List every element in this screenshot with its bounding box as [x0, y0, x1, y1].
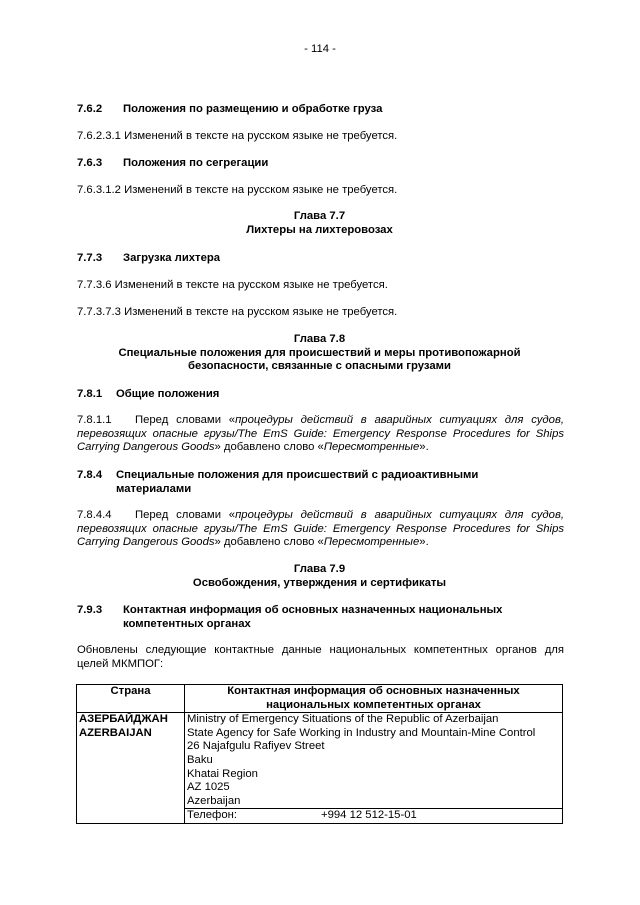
header-line2: национальных компетентных органах: [266, 698, 481, 711]
text: Перед словами «: [135, 509, 236, 521]
address-line: Azerbaijan: [187, 794, 241, 807]
column-header-country: Страна: [77, 685, 185, 713]
chapter-label: Глава 7.8: [293, 333, 346, 345]
paragraph-7-8-1-1: [77, 414, 564, 455]
section-7-6-3-heading: [77, 157, 268, 171]
country-cell: [77, 713, 185, 824]
section-title-line1: Специальные положения для происшествий с радиоактивными: [116, 469, 479, 481]
section-title-line2: компетентных органах: [123, 617, 251, 630]
address-cell: [185, 713, 563, 809]
section-number: 7.8.1: [77, 388, 103, 400]
country-ru: АЗЕРБАЙДЖАН: [79, 713, 168, 726]
chapter-7-9-heading: [77, 563, 562, 590]
section-number: 7.8.4: [77, 469, 103, 481]
section-title: Положения по размещению и обработке груза: [123, 103, 383, 115]
address-line: Baku: [187, 753, 213, 766]
chapter-title-line2: безопасности, связанные с опасными грузами: [188, 360, 451, 373]
address-line: State Agency for Safe Working in Industry and Mountain-Mine Control: [187, 726, 536, 739]
paragraph-7-8-4-4: [77, 509, 564, 550]
italic-text: Пересмотренные: [323, 441, 420, 454]
phone-label: Телефон:: [187, 809, 238, 822]
section-number: 7.7.3: [77, 252, 103, 264]
table-header-row: [77, 685, 563, 713]
intro-paragraph: Обновлены следующие контактные данные национальных компетентных органов для целей МКМПОГ:: [77, 644, 564, 670]
section-title-line2: материалами: [116, 482, 192, 495]
section-7-8-1-heading: [77, 388, 219, 402]
section-7-9-3-heading: [77, 604, 564, 631]
column-header-contact: [185, 685, 563, 713]
section-number: 7.6.3: [77, 157, 103, 169]
section-7-7-3-heading: [77, 252, 220, 266]
section-title: Загрузка лихтера: [123, 252, 221, 264]
chapter-7-7-heading: [77, 210, 562, 237]
address-line: Khatai Region: [187, 767, 258, 780]
text: ».: [419, 441, 429, 454]
section-title-line1: Контактная информация об основных назначенных национальных: [123, 604, 503, 616]
section-number: 7.6.2: [77, 103, 103, 115]
address-line: Ministry of Emergency Situations of the Republic of Azerbaijan: [187, 713, 499, 726]
italic-text: Пересмотренные: [323, 536, 420, 549]
italic-text: процедуры действий в аварийных ситуациях для судов, перевозящих опасные грузы/The EmS Guide: Emergency Response Procedures for Ships Carrying Dangerous Goods: [77, 509, 564, 549]
paragraph-number: 7.8.4.4: [77, 509, 112, 521]
header-line1: Контактная информация об основных назначенных: [227, 685, 520, 697]
section-title: Положения по сегрегации: [123, 157, 269, 169]
chapter-label: Глава 7.9: [293, 563, 346, 575]
text: ».: [419, 536, 429, 549]
chapter-title-line1: Специальные положения для происшествий и меры противопожарной: [118, 346, 521, 359]
italic-text: процедуры действий в аварийных ситуациях для судов, перевозящих опасные грузы/The EmS Guide: Emergency Response Procedures for Ships Carrying Dangerous Goods: [77, 414, 564, 454]
text: » добавлено слово «: [214, 536, 324, 549]
address-line: AZ 1025: [187, 781, 230, 794]
text: Перед словами «: [135, 414, 236, 426]
chapter-7-8-heading: [77, 333, 562, 374]
section-number: 7.9.3: [77, 604, 103, 616]
section-7-6-2-heading: [77, 103, 382, 117]
paragraph-7-6-2-3-1: 7.6.2.3.1 Изменений в тексте на русском языке не требуется.: [77, 130, 398, 142]
country-en: AZERBAIJAN: [79, 726, 152, 739]
table-row: [77, 713, 563, 809]
paragraph-7-6-3-1-2: 7.6.3.1.2 Изменений в тексте на русском языке не требуется.: [77, 184, 398, 196]
chapter-label: Глава 7.7: [293, 210, 346, 222]
phone-value: +994 12 512-15-01: [321, 809, 417, 822]
chapter-title: Освобождения, утверждения и сертификаты: [192, 576, 447, 589]
phone-cell: [185, 809, 563, 824]
contact-table: [76, 684, 563, 824]
paragraph-number: 7.8.1.1: [77, 414, 112, 426]
section-title: Общие положения: [116, 388, 220, 400]
address-line: 26 Najafgulu Rafiyev Street: [187, 740, 325, 753]
paragraph-7-7-3-7-3: 7.7.3.7.3 Изменений в тексте на русском языке не требуется.: [77, 306, 398, 318]
text: » добавлено слово «: [214, 441, 324, 454]
chapter-title: Лихтеры на лихтеровозах: [246, 223, 393, 236]
section-7-8-4-heading: [77, 469, 564, 496]
paragraph-7-7-3-6: 7.7.3.6 Изменений в тексте на русском языке не требуется.: [77, 279, 388, 291]
page-number: - 114 -: [304, 43, 336, 55]
